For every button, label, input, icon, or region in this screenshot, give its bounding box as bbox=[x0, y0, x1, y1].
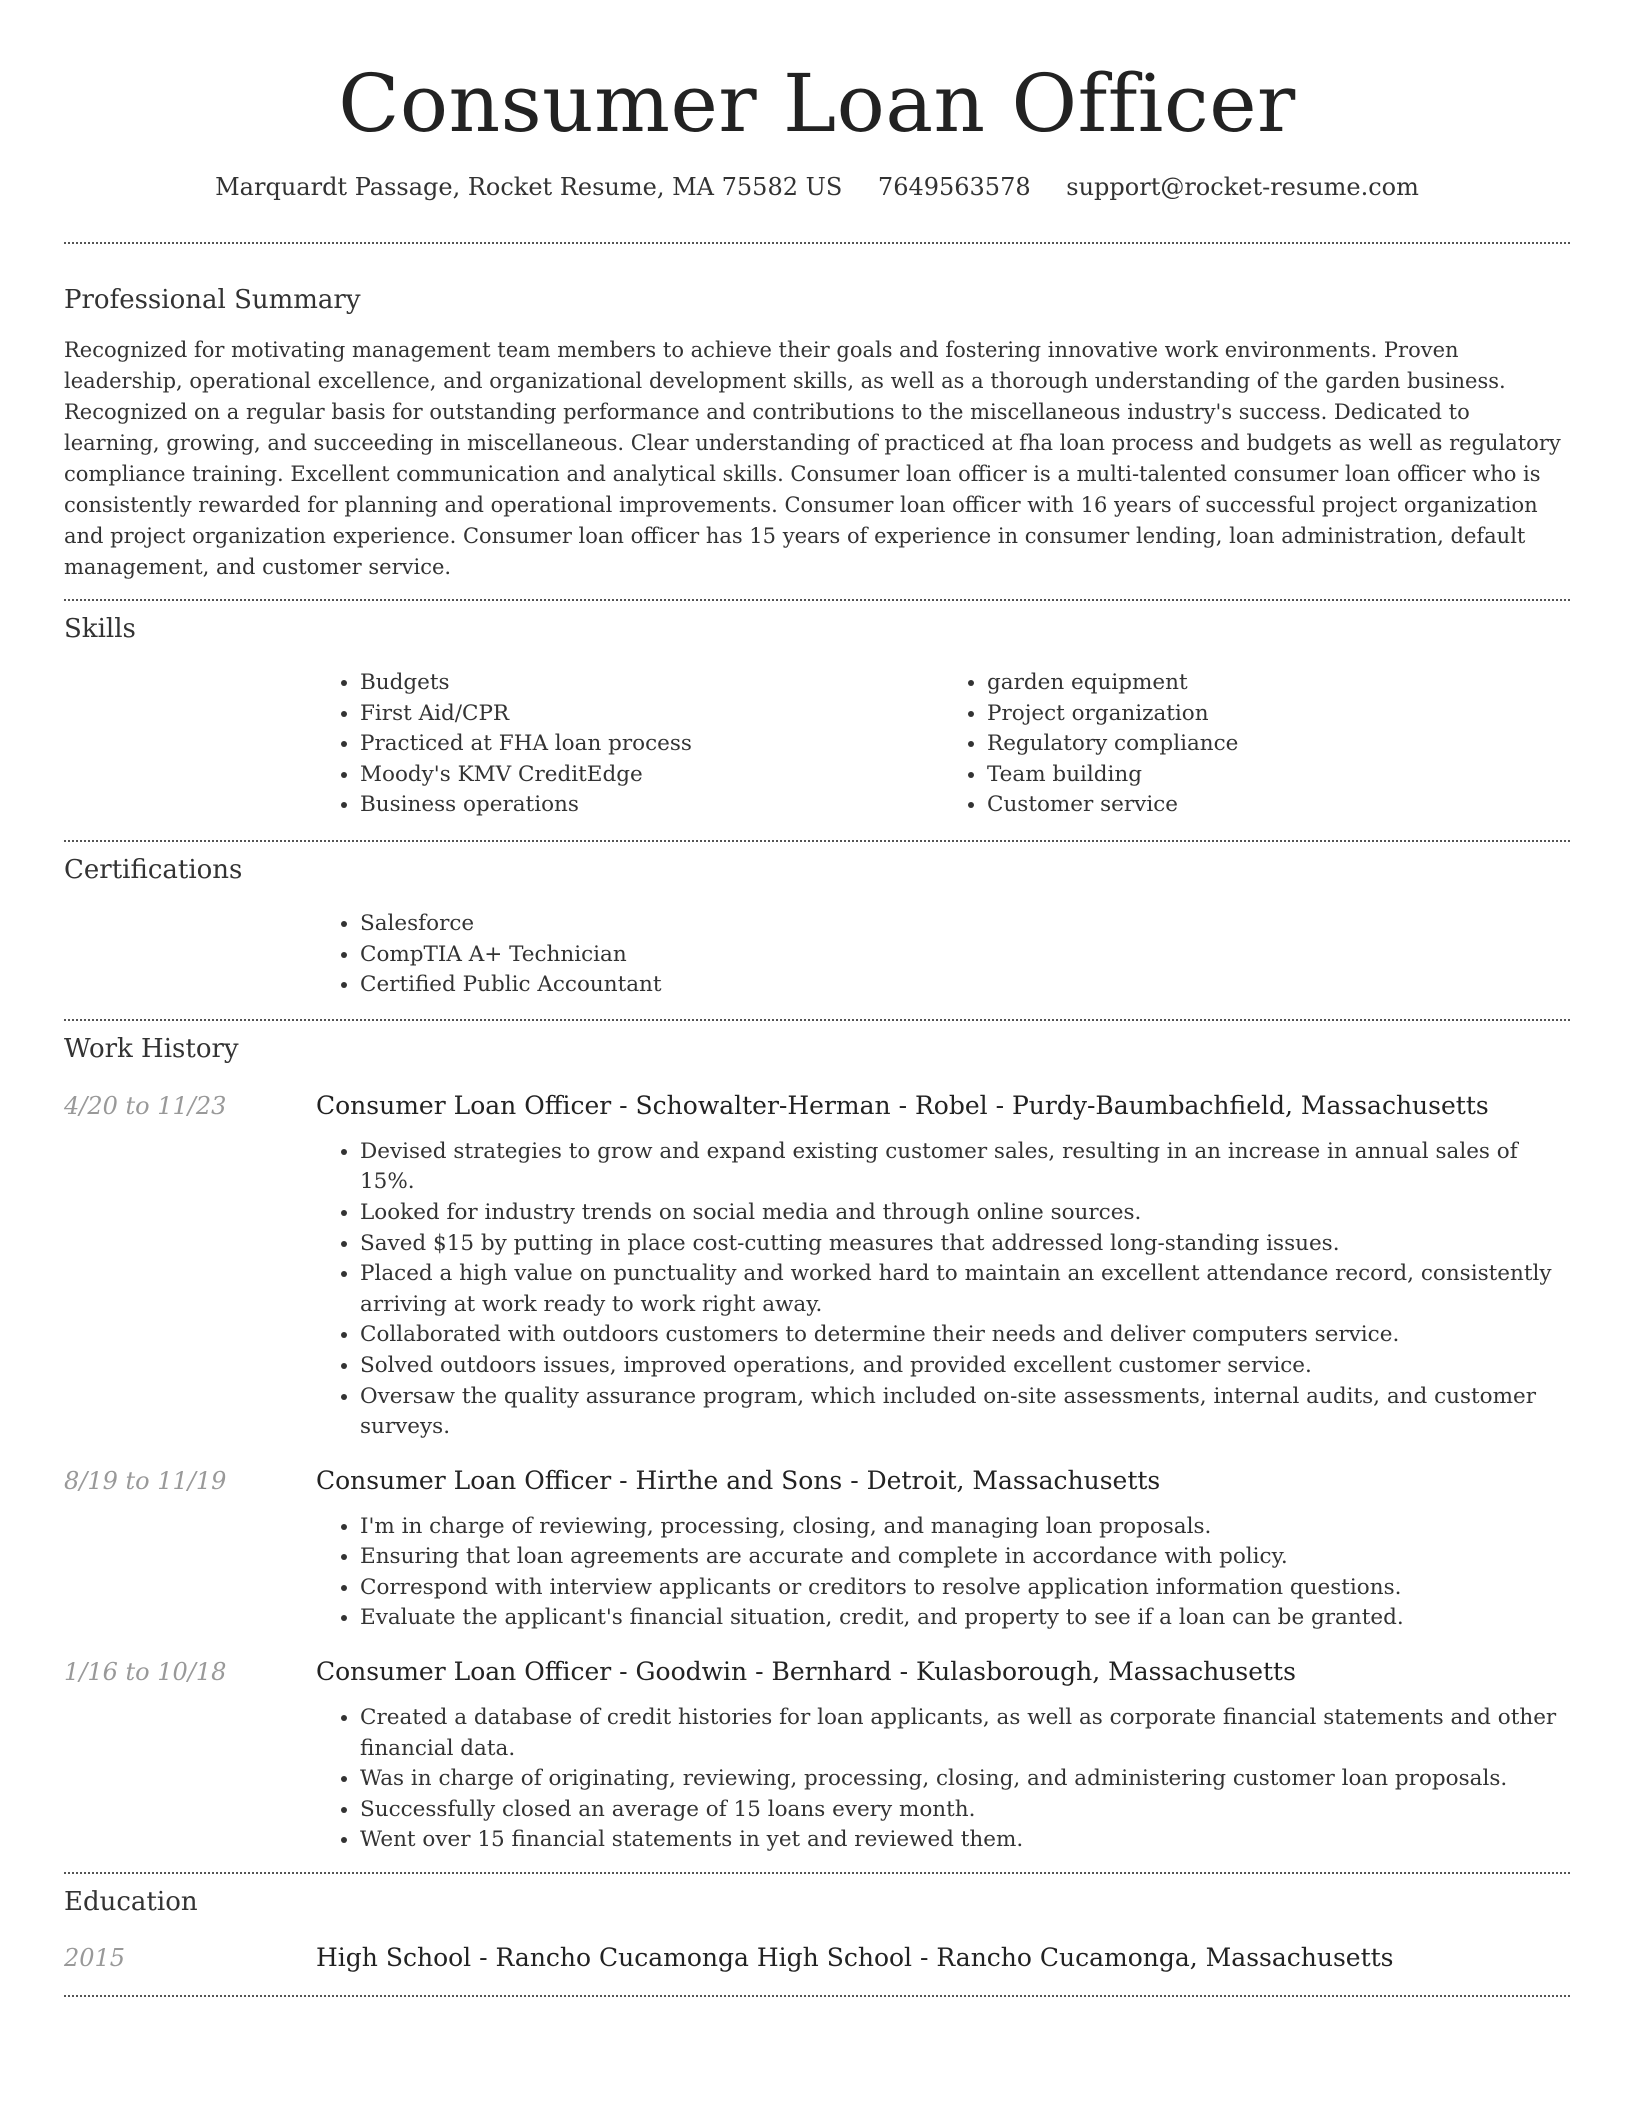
list-item: • Project organization bbox=[987, 699, 1570, 730]
education-section bbox=[64, 1885, 1570, 1975]
contact-address: Marquardt Passage, Rocket Resume, MA 75582 US bbox=[215, 173, 843, 201]
list-item: • Ensuring that loan agreements are accurate and complete in accordance with policy. bbox=[360, 1542, 1570, 1573]
certifications-list bbox=[316, 909, 1570, 1001]
list-item: • Correspond with interview applicants or creditors to resolve application information questions. bbox=[360, 1573, 1570, 1604]
list-item: • Went over 15 financial statements in yet and reviewed them. bbox=[360, 1825, 1570, 1856]
list-item: • Team building bbox=[987, 760, 1570, 791]
job-title: Consumer Loan Officer - Goodwin - Bernhard - Kulasborough, Massachusetts bbox=[316, 1657, 1296, 1687]
summary-text: Recognized for motivating management team members to achieve their goals and fostering innovative work environments. Proven leadership, operational excellence, and organizational development skills, as well as a thorough understanding of the garden business. Recognized on a regular basis for outstanding performance and contributions to the miscellaneous industry's success. Dedicated to learning, growing, and succeeding in miscellaneous. Clear understanding of practiced at fha loan process and budgets as well as regulatory compliance training. Excellent communication and analytical skills. Consumer loan officer is a multi-talented consumer loan officer who is consistently rewarded for planning and operational improvements. Consumer loan officer with 16 years of successful project organization and project organization experience. Consumer loan officer has 15 years of experience in consumer lending, loan administration, default management, and customer service. bbox=[64, 338, 1561, 579]
contact-phone: 7649563578 bbox=[877, 173, 1031, 201]
skills-columns bbox=[316, 668, 1570, 821]
job-entry bbox=[64, 1089, 1570, 1443]
job-header bbox=[64, 1089, 1570, 1123]
certifications-heading: Certifications bbox=[64, 854, 243, 885]
list-item: • Was in charge of originating, reviewing, processing, closing, and administering customer loan proposals. bbox=[360, 1764, 1570, 1795]
section-divider bbox=[64, 1872, 1570, 1874]
job-bullets bbox=[316, 1137, 1570, 1443]
list-item: • Salesforce bbox=[360, 909, 1570, 940]
job-bullet-list bbox=[316, 1703, 1570, 1856]
list-item: • Solved outdoors issues, improved operations, and provided excellent customer service. bbox=[360, 1351, 1570, 1382]
list-item: • garden equipment bbox=[987, 668, 1570, 699]
skills-heading: Skills bbox=[64, 614, 136, 644]
certifications-block bbox=[316, 909, 1570, 1001]
certifications-section bbox=[64, 853, 1570, 1001]
section-divider bbox=[64, 1019, 1570, 1021]
list-item: • First Aid/CPR bbox=[360, 699, 943, 730]
list-item: • Moody's KMV CreditEdge bbox=[360, 760, 943, 791]
job-bullets bbox=[316, 1703, 1570, 1856]
list-item: • Looked for industry trends on social media and through online sources. bbox=[360, 1198, 1570, 1229]
skills-list-left bbox=[316, 668, 943, 821]
list-item: • Successfully closed an average of 15 loans every month. bbox=[360, 1795, 1570, 1826]
job-bullets bbox=[316, 1512, 1570, 1634]
list-item: • Practiced at FHA loan process bbox=[360, 729, 943, 760]
education-entry bbox=[64, 1941, 1570, 1975]
list-item: • Placed a high value on punctuality and worked hard to maintain an excellent attendance record, consistently arriving at work ready to work right away. bbox=[360, 1259, 1570, 1320]
list-item: • CompTIA A+ Technician bbox=[360, 940, 1570, 971]
contact-email: support@rocket-resume.com bbox=[1066, 173, 1419, 201]
list-item: • Customer service bbox=[987, 790, 1570, 821]
list-item: • Evaluate the applicant's financial situation, credit, and property to see if a loan can be granted. bbox=[360, 1603, 1570, 1634]
job-dates: 1/16 to 10/18 bbox=[64, 1658, 227, 1687]
education-heading: Education bbox=[64, 1887, 198, 1918]
job-bullet-list bbox=[316, 1512, 1570, 1634]
skills-list-right bbox=[943, 668, 1570, 821]
section-divider bbox=[64, 1995, 1570, 1997]
job-header bbox=[64, 1655, 1570, 1689]
summary-heading: Professional Summary bbox=[64, 285, 361, 315]
list-item: • I'm in charge of reviewing, processing, closing, and managing loan proposals. bbox=[360, 1512, 1570, 1543]
education-container bbox=[64, 1941, 1570, 1975]
summary-section bbox=[64, 283, 1570, 583]
section-divider bbox=[64, 840, 1570, 842]
job-entry bbox=[64, 1655, 1570, 1856]
education-detail: High School - Rancho Cucamonga High School - Rancho Cucamonga, Massachusetts bbox=[316, 1943, 1394, 1973]
job-dates: 8/19 to 11/19 bbox=[64, 1466, 227, 1495]
list-item: • Business operations bbox=[360, 790, 943, 821]
job-header bbox=[64, 1464, 1570, 1498]
list-item: • Saved $15 by putting in place cost-cutting measures that addressed long-standing issues. bbox=[360, 1229, 1570, 1260]
list-item: • Regulatory compliance bbox=[987, 729, 1570, 760]
section-divider bbox=[64, 242, 1570, 244]
list-item: • Budgets bbox=[360, 668, 943, 699]
list-item: • Collaborated with outdoors customers to determine their needs and deliver computers service. bbox=[360, 1320, 1570, 1351]
contact-line bbox=[64, 170, 1570, 204]
resume-name: Consumer Loan Officer bbox=[338, 57, 1296, 150]
job-title: Consumer Loan Officer - Hirthe and Sons - Detroit, Massachusetts bbox=[316, 1465, 1161, 1495]
work-history-section bbox=[64, 1032, 1570, 1856]
education-year: 2015 bbox=[64, 1944, 126, 1973]
resume-page bbox=[64, 0, 1570, 1997]
skills-section bbox=[64, 612, 1570, 821]
job-bullet-list bbox=[316, 1137, 1570, 1443]
list-item: • Oversaw the quality assurance program, which included on-site assessments, internal audits, and customer surveys. bbox=[360, 1382, 1570, 1443]
work-history-heading: Work History bbox=[64, 1033, 239, 1064]
jobs-container bbox=[64, 1089, 1570, 1856]
job-title: Consumer Loan Officer - Schowalter-Herman - Robel - Purdy-Baumbachfield, Massachusetts bbox=[316, 1090, 1489, 1120]
section-divider bbox=[64, 599, 1570, 601]
list-item: • Created a database of credit histories for loan applicants, as well as corporate financial statements and other financial data. bbox=[360, 1703, 1570, 1764]
job-entry bbox=[64, 1464, 1570, 1634]
list-item: • Devised strategies to grow and expand existing customer sales, resulting in an increase in annual sales of 15%. bbox=[360, 1137, 1570, 1198]
job-dates: 4/20 to 11/23 bbox=[64, 1091, 227, 1120]
list-item: • Certified Public Accountant bbox=[360, 970, 1570, 1001]
